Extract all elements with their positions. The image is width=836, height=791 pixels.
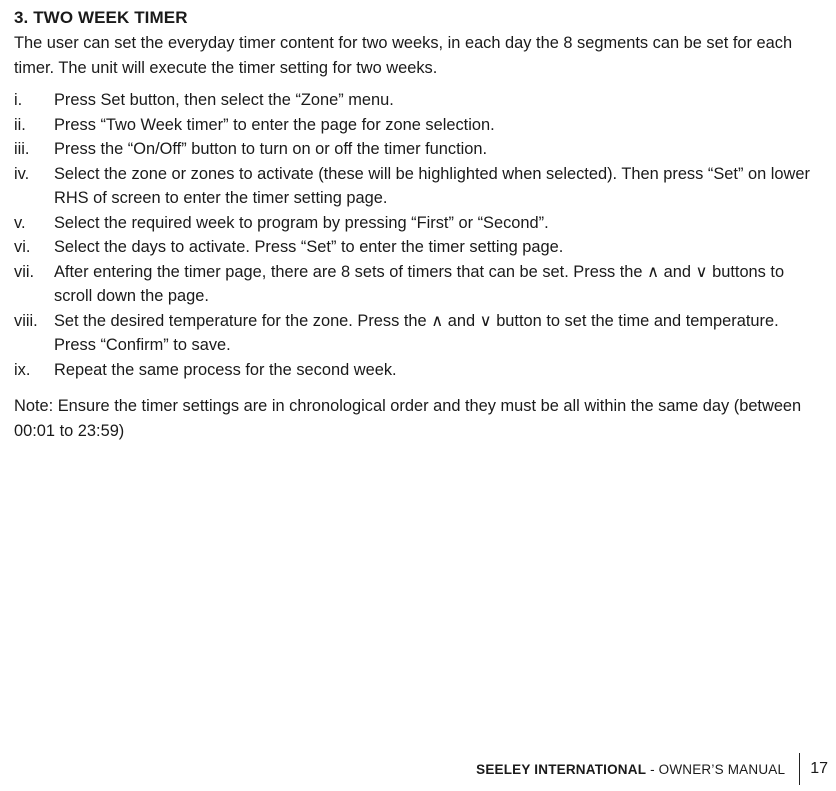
step-number: v.	[14, 213, 26, 232]
step-number: vi.	[14, 238, 31, 256]
step-item	[14, 358, 826, 383]
step-number: i.	[14, 91, 23, 109]
step-number: vii.	[14, 262, 35, 281]
step-text: Select the required week to program by pressing “First” or “Second”.	[54, 213, 549, 232]
footer-manual-title: OWNER’S MANUAL	[658, 761, 786, 777]
step-item	[14, 260, 826, 309]
step-number: viii.	[14, 311, 38, 330]
instruction-steps	[14, 88, 826, 382]
step-text: Press the “On/Off” button to turn on or off the timer function.	[54, 140, 488, 158]
step-item	[14, 137, 826, 162]
step-item	[14, 309, 826, 358]
step-text: Select the zone or zones to activate (these will be highlighted when selected). Then press “Set” on lower RHS of screen to enter the timer setting page.	[54, 164, 810, 207]
footer-separator: -	[650, 761, 655, 777]
step-item	[14, 113, 826, 138]
step-number: ix.	[14, 360, 31, 379]
step-text: Press Set button, then select the “Zone” menu.	[54, 91, 394, 109]
step-item	[14, 162, 826, 211]
intro-paragraph: The user can set the everyday timer content for two weeks, in each day the 8 segments can be set for each timer. The unit will execute the timer setting for two weeks.	[14, 34, 793, 77]
footer-brand: SEELEY INTERNATIONAL	[476, 761, 647, 777]
step-number: ii.	[14, 115, 26, 134]
step-text: Set the desired temperature for the zone. Press the ∧ and ∨ button to set the time and temperature. Press “Confirm” to save.	[54, 311, 779, 354]
step-text: Repeat the same process for the second week.	[54, 360, 397, 379]
step-text: Select the days to activate. Press “Set” to enter the timer setting page.	[54, 238, 564, 256]
step-item	[14, 211, 826, 236]
step-text: After entering the timer page, there are 8 sets of timers that can be set. Press the ∧ and ∨ buttons to scroll down the page.	[54, 262, 785, 305]
manual-page	[14, 7, 826, 443]
section-title: 3. TWO WEEK TIMER	[14, 8, 188, 27]
page-footer	[476, 753, 828, 785]
footer-divider	[799, 753, 800, 785]
note-paragraph: Note: Ensure the timer settings are in chronological order and they must be all within the same day (between 00:01 to 23:59)	[14, 397, 802, 440]
step-number: iii.	[14, 140, 30, 158]
step-item	[14, 88, 826, 113]
step-number: iv.	[14, 164, 30, 183]
step-item	[14, 235, 826, 260]
page-number: 17	[810, 760, 828, 777]
step-text: Press “Two Week timer” to enter the page for zone selection.	[54, 115, 495, 134]
